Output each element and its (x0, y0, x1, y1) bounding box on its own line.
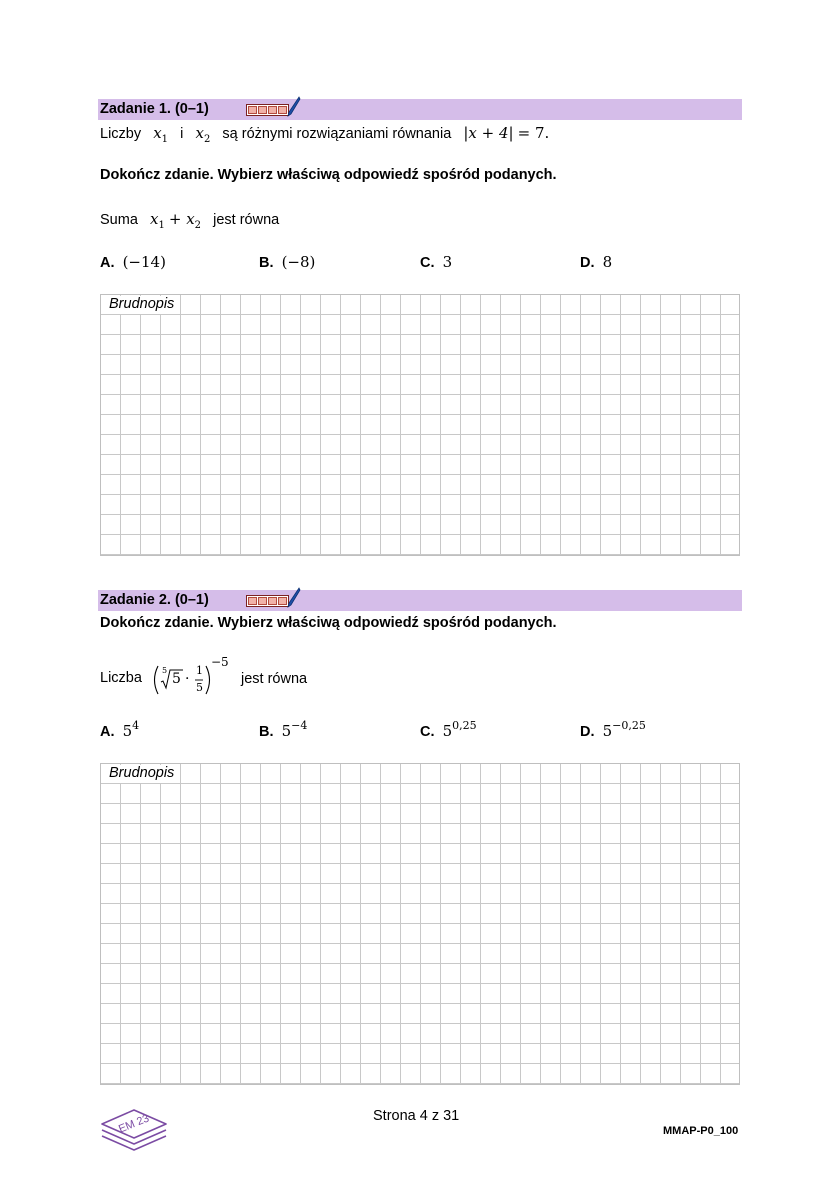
logo-text: EM 23 (117, 1112, 151, 1136)
task1-scratch-label: Brudnopis (107, 296, 178, 314)
task2-header (98, 590, 742, 611)
em23-logo (98, 1105, 170, 1155)
task2-stem-before: Liczba (100, 670, 142, 686)
task1-stem: Suma $x_1 + x_2$ jest równa (100, 210, 280, 231)
pencil-icon (287, 587, 301, 609)
task2-scratch-label: Brudnopis (107, 765, 178, 783)
task2-radicand: 5 (172, 671, 181, 687)
document-code: MMAP-P0_100 (663, 1125, 739, 1137)
task2-option-b[interactable]: B. $5^{-4}$ (259, 719, 308, 740)
task2-frac-den: 5 (196, 681, 203, 694)
pencil-icon (287, 96, 301, 118)
task2-title: Zadanie 2. (0–1) (100, 592, 209, 608)
task2-option-a[interactable]: A. $5^4$ (100, 719, 140, 740)
task1-title: Zadanie 1. (0–1) (100, 101, 209, 117)
task1-score-marker (246, 102, 301, 118)
task2-scratch-grid[interactable] (100, 763, 740, 1085)
task1-option-b[interactable]: B. (−8) (259, 253, 316, 271)
task1-header (98, 99, 742, 120)
task2-stem-after: jest równa (241, 671, 308, 687)
task1-intro: Liczby $x_1$ i $x_2$ są różnymi rozwiązaniami równania |x + 4| = 7. (100, 124, 550, 145)
task2-score-marker (246, 593, 301, 609)
task1-instruction: Dokończ zdanie. Wybierz właściwą odpowiedź spośród podanych. (100, 167, 557, 183)
task2-option-d[interactable]: D. $5^{-0,25}$ (580, 719, 646, 740)
task2-frac-num: 1 (196, 664, 203, 677)
task1-option-a[interactable]: A. (−14) (100, 253, 166, 271)
task1-option-d[interactable]: D. 8 (580, 253, 613, 271)
task1-scratch-grid[interactable] (100, 294, 740, 556)
page-number: Strona 4 z 31 (373, 1108, 460, 1124)
task2-instruction: Dokończ zdanie. Wybierz właściwą odpowiedź spośród podanych. (100, 615, 557, 631)
task2-exponent: −5 (211, 655, 229, 669)
task2-expression: 5 5 · 1 5 −5 (150, 656, 235, 700)
task1-option-c[interactable]: C. 3 (420, 253, 453, 271)
task2-option-c[interactable]: C. 5$^{0,25}$ (420, 719, 477, 740)
task2-root-index: 5 (162, 666, 168, 675)
